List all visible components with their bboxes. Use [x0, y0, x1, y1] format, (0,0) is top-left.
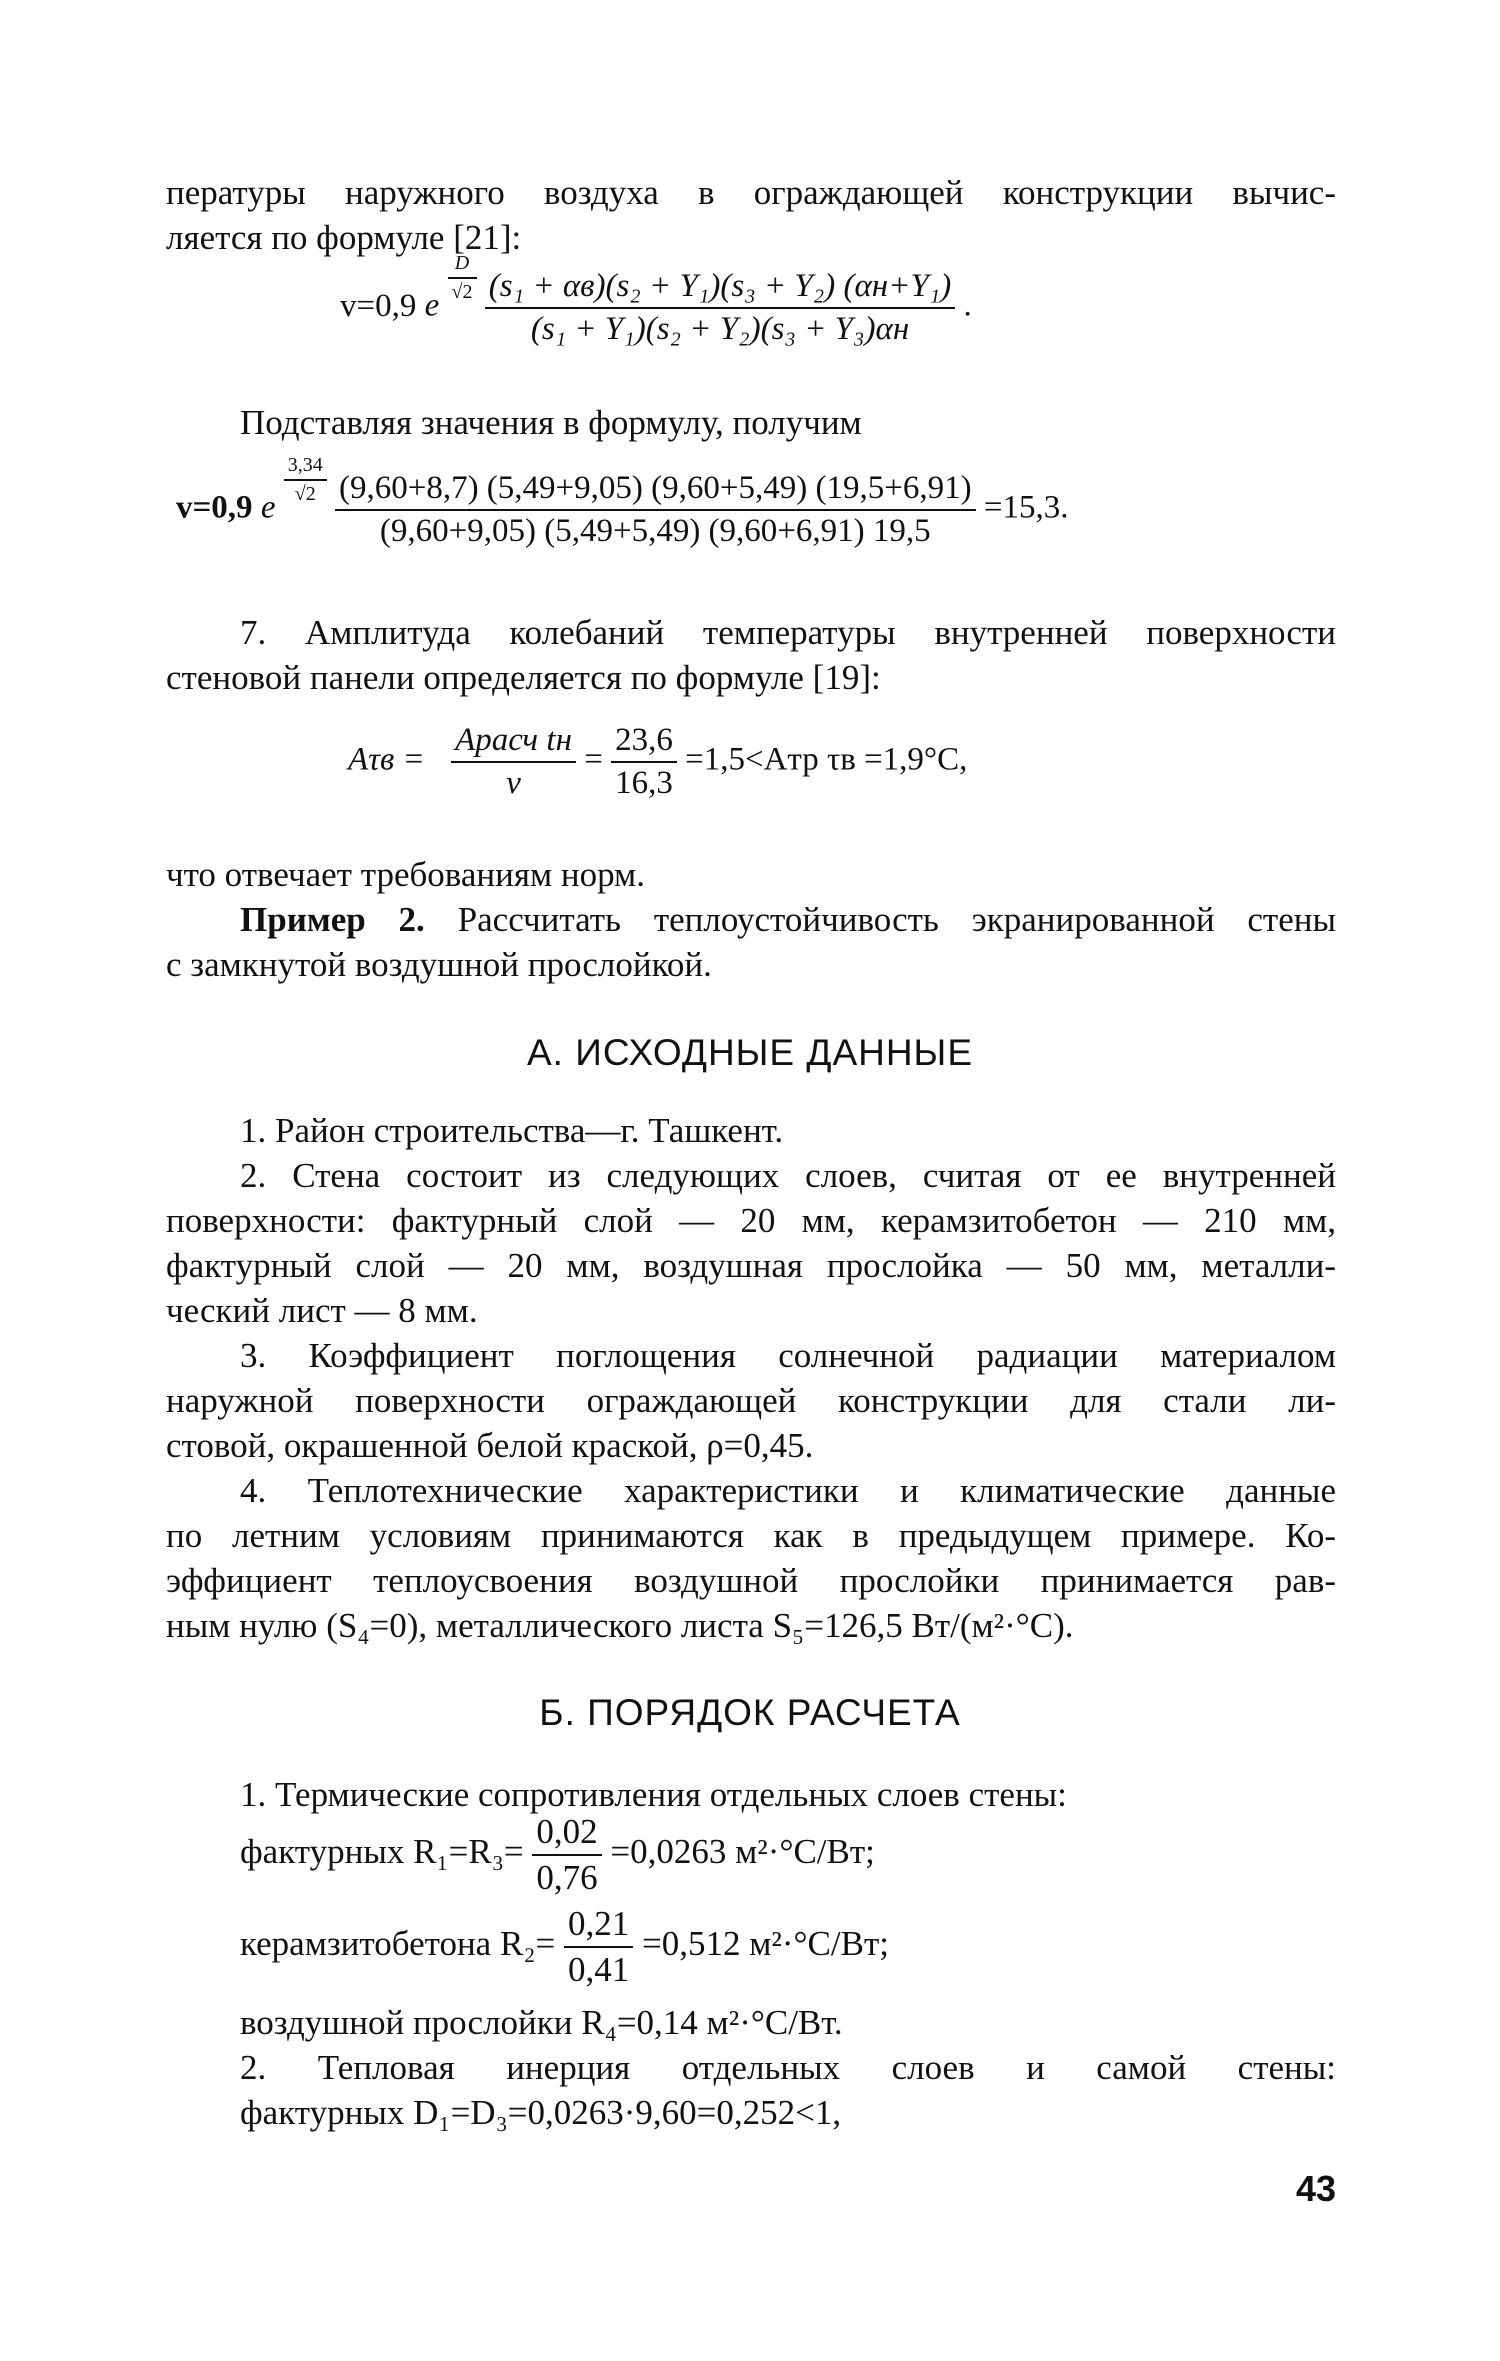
- section-a-p3-line-2: наружной поверхности ограждающей конструкции для стали ли-: [166, 1381, 1336, 1420]
- formula-r1: фактурных R₁=R₃= $\frac{0,02}{0,76}$ =0,0263 м²·°С/Вт;: [240, 1812, 875, 1897]
- section-b-p1: 1. Термические сопротивления отдельных слоев стены:: [240, 1775, 1067, 1814]
- section-a-p3-line-1: 3. Коэффициент поглощения солнечной радиации материалом: [240, 1336, 1336, 1375]
- section-a-p3-line-3: стовой, окрашенной белой краской, ρ=0,45.: [166, 1426, 814, 1465]
- section-a-p2-line-1: 2. Стена состоит из следующих слоев, считая от ее внутренней: [240, 1156, 1336, 1195]
- formula2-exponent: $\frac{3,34}{√2}$: [284, 454, 327, 506]
- example2-line-2: с замкнутой воздушной прослойкой.: [166, 945, 712, 984]
- substitution-text: Подставляя значения в формулу, получим: [240, 403, 862, 442]
- formula2-result: =15,3.: [983, 489, 1069, 526]
- formula3-lhs: Aτв =: [348, 741, 425, 778]
- section-a-p2-line-4: ческий лист — 8 мм.: [166, 1291, 478, 1330]
- formula1-lhs: v=0,9: [340, 287, 417, 324]
- formula1-fraction: [485, 268, 956, 348]
- formula2-fraction: [335, 470, 976, 550]
- section-a-p4-line-3: эффициент теплоусвоения воздушной прослойки принимается рав-: [166, 1561, 1336, 1600]
- formula2-denominator: (9,60+9,05) (5,49+5,49) (9,60+6,91) 19,5: [379, 513, 931, 549]
- section-a-p4-line-1: 4. Теплотехнические характеристики и климатические данные: [240, 1471, 1336, 1510]
- intro-line-2: ляется по формуле [21]:: [166, 218, 522, 257]
- norms-text: что отвечает требованиям норм.: [166, 855, 645, 894]
- formula1-numerator: (s₁ + αв)(s₂ + Y₁)(s₃ + Y₂) (αн+Y₁): [485, 268, 956, 309]
- formula-r2: керамзитобетона R₂= $\frac{0,21}{0,41}$ =0,512 м²·°С/Вт;: [240, 1904, 889, 1989]
- section-a-p2-line-2: поверхности: фактурный слой — 20 мм, керамзитобетон — 210 мм,: [166, 1201, 1336, 1240]
- formula-r4: воздушной прослойки R₄=0,14 м²·°С/Вт.: [240, 2003, 843, 2042]
- section-a-p1: 1. Район строительства—г. Ташкент.: [240, 1111, 784, 1150]
- section-a-p4-line-2: по летним условиям принимаются как в предыдущем примере. Ко-: [166, 1516, 1336, 1555]
- formula2-e: e: [260, 489, 276, 526]
- page-number: 43: [1296, 2168, 1337, 2209]
- intro-line-1: пературы наружного воздуха в ограждающей конструкции вычис-: [166, 173, 1336, 212]
- example2-line-1: Пример 2. Рассчитать теплоустойчивость экранированной стены: [240, 900, 1337, 939]
- formula3-fraction-1: $\frac{\text{Aрасч tн}}{v}$: [451, 722, 576, 802]
- section-b-p2: 2. Тепловая инерция отдельных слоев и самой стены:: [240, 2048, 1336, 2087]
- formula1-exponent: $\frac{D}{√2}$: [448, 252, 477, 304]
- formula-amplitude: Aτв = $\frac{\text{Aрасч tн}}{v}$ = $\frac{23,6}{16,3}$ =1,5<Aтр τв =1,9°С,: [348, 722, 968, 801]
- item7-line-2: стеновой панели определяется по формуле [19]:: [166, 658, 881, 697]
- formula-substituted: [176, 454, 1069, 550]
- formula2-numerator: (9,60+8,7) (5,49+9,05) (9,60+5,49) (19,5+6,91): [335, 470, 976, 511]
- formula-amplitude-damping: v=0,9 e $\frac{D}{√2}$ $\frac{\text{(s₁ + αв)(s₂ + Y₁)(s₃ + Y₂) (αн+Y₁)}}{\text{(s₁ + Y₁)(s₂ + Y₂)(s₃ + Y₃)αн}}$ .: [340, 252, 972, 347]
- formula2-lhs: v=0,9: [176, 489, 253, 526]
- section-a-p2-line-3: фактурный слой — 20 мм, воздушная прослойка — 50 мм, металли-: [166, 1246, 1336, 1285]
- item7-line-1: 7. Амплитуда колебаний температуры внутренней поверхности: [240, 613, 1336, 652]
- section-a-heading: А. ИСХОДНЫЕ ДАННЫЕ: [527, 1032, 973, 1073]
- section-a-p4-line-4: ным нулю (S₄=0), металлического листа S₅=126,5 Вт/(м²·°С).: [166, 1606, 1074, 1645]
- formula3-fraction-2: $\frac{23,6}{16,3}$: [611, 722, 677, 802]
- section-b-heading: Б. ПОРЯДОК РАСЧЕТА: [539, 1692, 961, 1733]
- formula3-result: =1,5<Aтр τв =1,9°С,: [685, 741, 968, 778]
- formula-d1: фактурных D₁=D₃=0,0263·9,60=0,252<1,: [240, 2093, 842, 2132]
- formula1-e: e: [424, 287, 440, 324]
- formula1-denominator: (s₁ + Y₁)(s₂ + Y₂)(s₃ + Y₃)αн: [530, 311, 910, 347]
